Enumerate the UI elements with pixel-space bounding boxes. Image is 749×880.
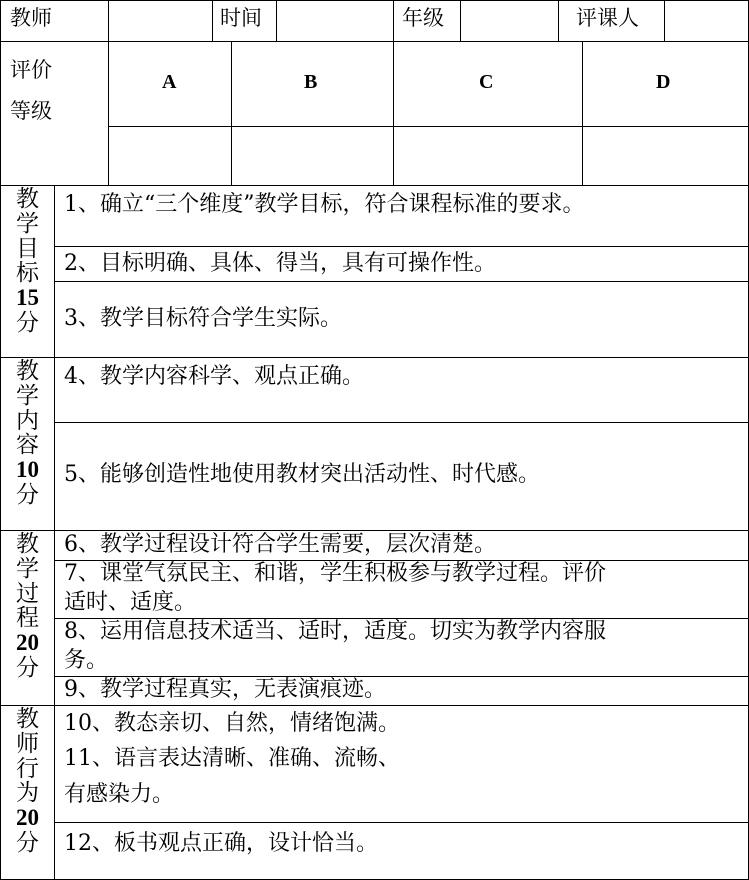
criterion-11-line2: 有感染力。 [64, 782, 175, 807]
criterion-2: 2、目标明确、具体、得当，具有可操作性。 [64, 251, 496, 276]
evaluator-label: 评课人 [576, 6, 639, 30]
teacher-label: 教师 [10, 6, 52, 30]
criterion-7-line2: 适时、适度。 [64, 590, 197, 615]
criterion-7-line1: 7、课堂气氛民主、和谐，学生积极参与教学过程。评价 [64, 561, 606, 586]
grade-level-d: D [656, 71, 671, 93]
teacher-field[interactable] [109, 1, 212, 41]
section-content-title: 教 学 内 容 10 分 [16, 358, 39, 509]
grade-level-a: A [162, 71, 177, 93]
criterion-8-line2: 务。 [64, 648, 109, 673]
criterion-9: 9、教学过程真实，无表演痕迹。 [64, 677, 386, 702]
section-goals-title: 教 学 目 标 15 分 [16, 186, 39, 337]
grade-cell-c[interactable] [394, 127, 582, 185]
grade-level-b: B [304, 71, 318, 93]
grade-label: 年级 [402, 6, 444, 30]
grade-cell-d[interactable] [583, 127, 748, 185]
criterion-3: 3、教学目标符合学生实际。 [64, 306, 342, 331]
criterion-6: 6、教学过程设计符合学生需要，层次清楚。 [64, 532, 496, 557]
criterion-11-line1: 11、语言表达清晰、准确、流畅、 [64, 746, 400, 771]
time-label: 时间 [220, 6, 262, 30]
criterion-8-line1: 8、运用信息技术适当、适时，适度。切实为教学内容服 [64, 619, 606, 644]
criterion-12: 12、板书观点正确，设计恰当。 [64, 831, 378, 856]
rating-label-line2: 等级 [10, 99, 52, 123]
section-process-title: 教 学 过 程 20 分 [16, 531, 39, 682]
criterion-1: 1、确立“三个维度”教学目标，符合课程标准的要求。 [64, 192, 585, 217]
criterion-4: 4、教学内容科学、观点正确。 [64, 364, 364, 389]
grade-cell-a[interactable] [109, 127, 231, 185]
criterion-10: 10、教态亲切、自然，情绪饱满。 [64, 711, 400, 736]
time-field[interactable] [277, 1, 393, 41]
grade-cell-b[interactable] [232, 127, 393, 185]
grade-field[interactable] [461, 1, 558, 41]
evaluator-field[interactable] [665, 1, 748, 41]
rating-label-line1: 评价 [10, 58, 52, 82]
section-behavior-title: 教 师 行 为 20 分 [16, 706, 39, 857]
grade-level-c: C [479, 71, 494, 93]
criterion-5: 5、能够创造性地使用教材突出活动性、时代感。 [64, 462, 540, 487]
